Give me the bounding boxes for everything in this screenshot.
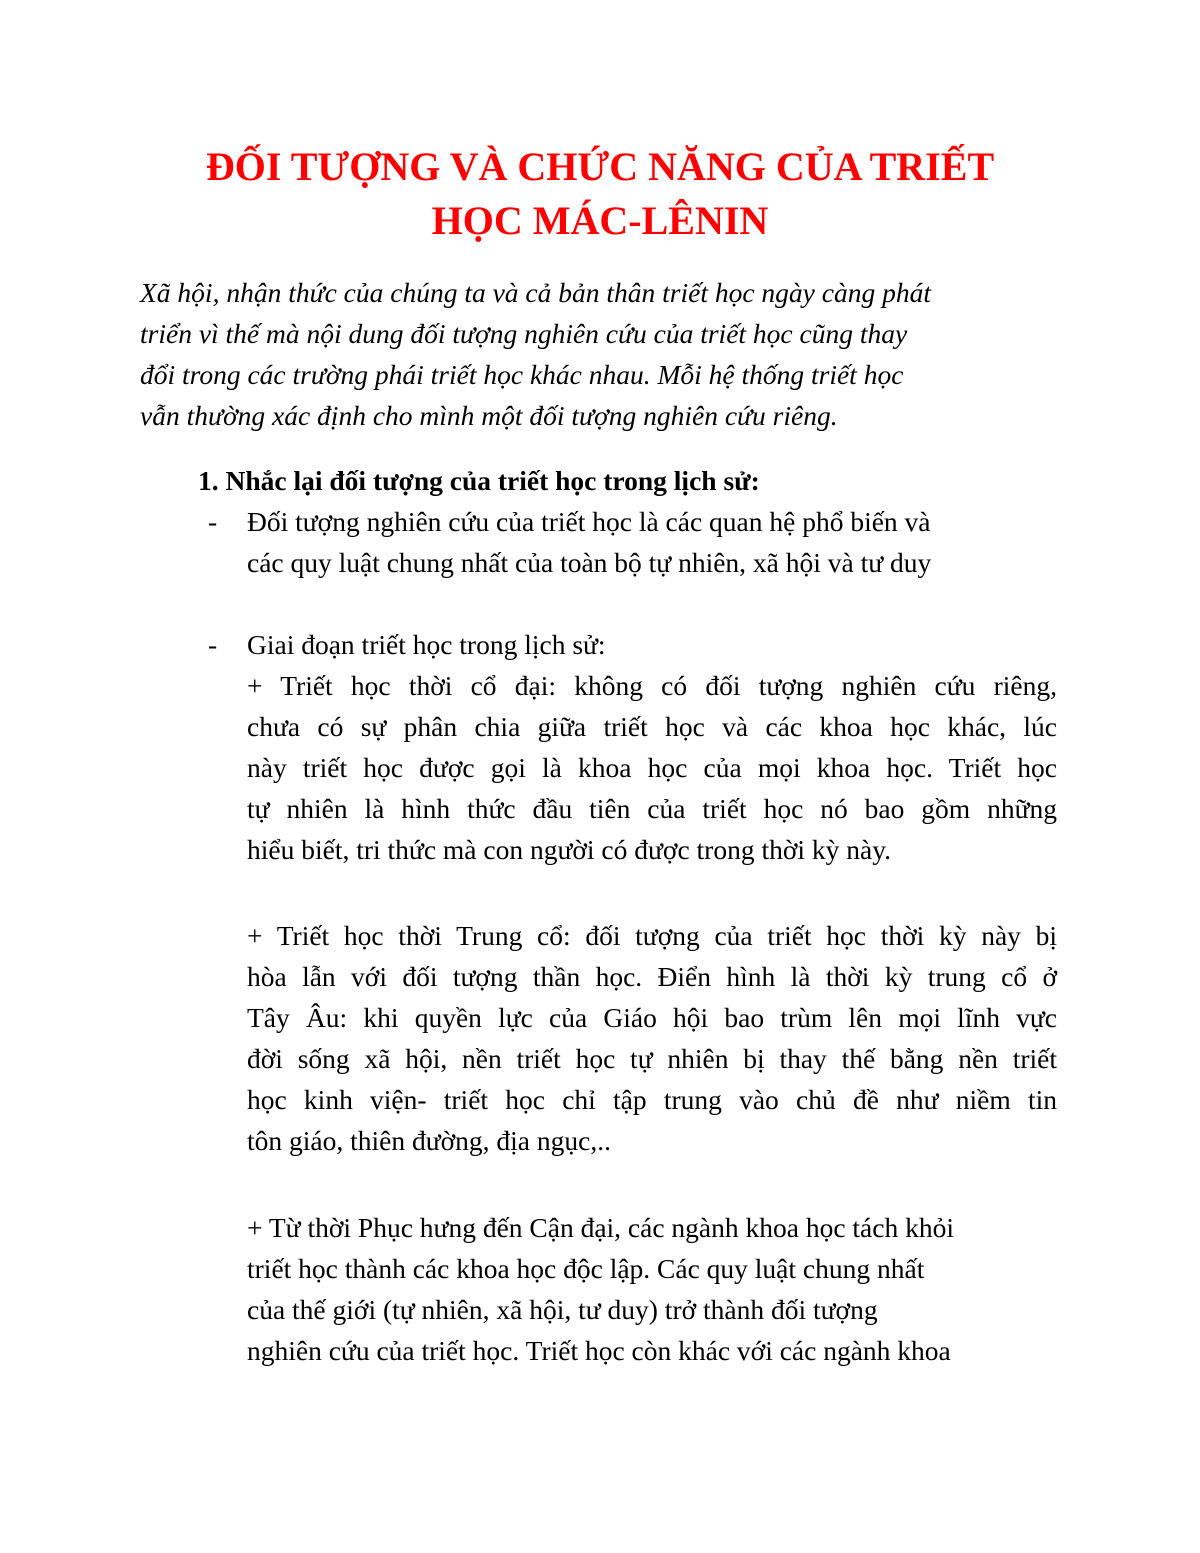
intro-paragraph (140, 272, 1080, 436)
text-line: học kinh viện- triết học chỉ tập trung vào chủ đề như niềm tin (247, 1084, 1057, 1115)
text-line: triết học thành các khoa học độc lập. Các quy luật chung nhất (247, 1253, 925, 1284)
bullet-marker: - (208, 629, 218, 660)
text-line: Đối tượng nghiên cứu của triết học là các quan hệ phổ biến và (247, 506, 931, 537)
intro-line: Xã hội, nhận thức của chúng ta và cả bản thân triết học ngày càng phát (140, 277, 931, 308)
text-line: Giai đoạn triết học trong lịch sử: (247, 629, 606, 660)
bullet-marker: - (208, 506, 218, 537)
text-line: hiểu biết, tri thức mà con người có được trong thời kỳ này. (247, 834, 892, 865)
text-line: nghiên cứu của triết học. Triết học còn khác với các ngành khoa (247, 1335, 951, 1366)
document-title (140, 140, 1060, 248)
ancient-philosophy-paragraph (247, 665, 1057, 870)
title-line-2: HỌC MÁC-LÊNIN (431, 198, 769, 243)
title-line-1: ĐỐI TƯỢNG VÀ CHỨC NĂNG CỦA TRIẾT (205, 144, 995, 189)
text-line: chưa có sự phân chia giữa triết học và các khoa học khác, lúc (247, 711, 1057, 742)
intro-line: vẫn thường xác định cho mình một đối tượng nghiên cứu riêng. (140, 400, 838, 431)
renaissance-philosophy-paragraph (247, 1207, 1057, 1371)
intro-line: đổi trong các trường phái triết học khác nhau. Mỗi hệ thống triết học (140, 359, 904, 390)
text-line: hòa lẫn với đối tượng thần học. Điển hình là thời kỳ trung cổ ở (247, 961, 1057, 992)
text-line: + Triết học thời Trung cổ: đối tượng của triết học thời kỳ này bị (247, 920, 1057, 951)
text-line: Tây Âu: khi quyền lực của Giáo hội bao trùm lên mọi lĩnh vực (247, 1002, 1057, 1033)
text-line: + Triết học thời cổ đại: không có đối tượng nghiên cứu riêng, (247, 670, 1057, 701)
text-line: các quy luật chung nhất của toàn bộ tự nhiên, xã hội và tư duy (247, 547, 932, 578)
section-heading: 1. Nhắc lại đối tượng của triết học trong lịch sử: (198, 465, 760, 496)
medieval-philosophy-paragraph (247, 915, 1057, 1161)
text-line: này triết học được gọi là khoa học của mọi khoa học. Triết học (247, 752, 1057, 783)
text-line: + Từ thời Phục hưng đến Cận đại, các ngành khoa học tách khỏi (247, 1212, 954, 1243)
text-line: của thế giới (tự nhiên, xã hội, tư duy) trở thành đối tượng (247, 1294, 878, 1325)
text-line: tôn giáo, thiên đường, địa ngục,.. (247, 1125, 611, 1156)
text-line: đời sống xã hội, nền triết học tự nhiên bị thay thế bằng nền triết (247, 1043, 1057, 1074)
text-line: tự nhiên là hình thức đầu tiên của triết học nó bao gồm những (247, 793, 1057, 824)
bullet-1-text (247, 501, 1057, 583)
intro-line: triển vì thế mà nội dung đối tượng nghiên cứu của triết học cũng thay (140, 318, 908, 349)
bullet-2-text (247, 624, 1057, 665)
